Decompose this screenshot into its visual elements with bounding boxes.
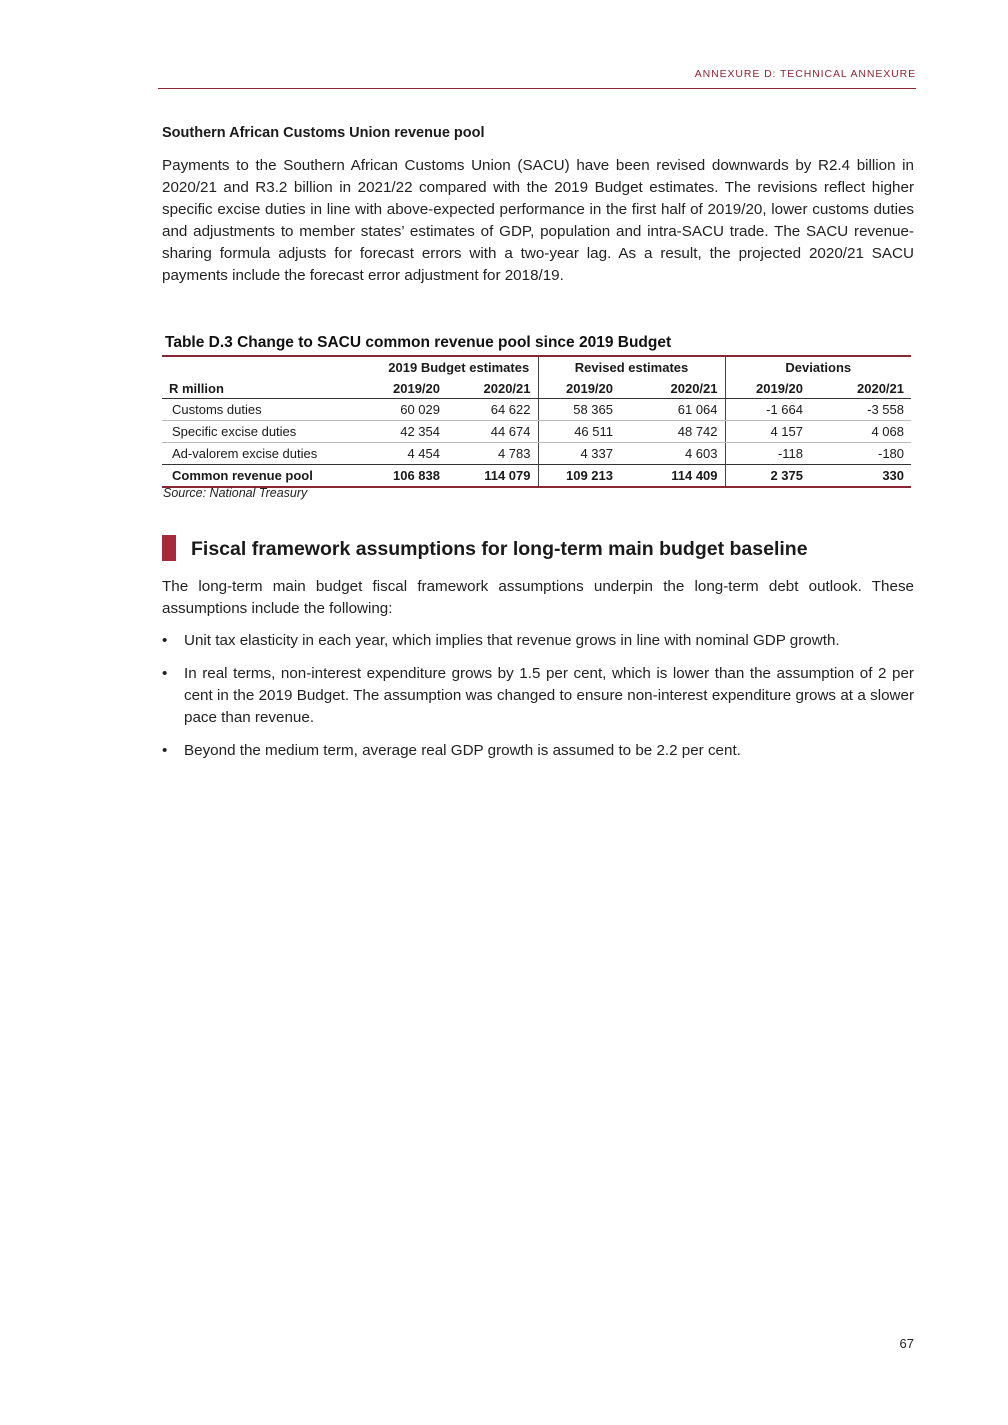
bullet-icon: • — [162, 632, 168, 649]
table-cell: -1 664 — [725, 399, 810, 421]
table-cell: 4 157 — [725, 421, 810, 443]
table-group-header-row — [162, 356, 911, 378]
column-header: 2019/20 — [380, 378, 447, 399]
list-item-text: Beyond the medium term, average real GDP growth is assumed to be 2.2 per cent. — [184, 742, 741, 759]
fiscal-paragraph: The long-term main budget fiscal framework assumptions underpin the long-term debt outlook. These assumptions include the following: — [162, 578, 914, 617]
running-header: ANNEXURE D: TECHNICAL ANNEXURE — [694, 68, 916, 80]
list-item — [162, 630, 914, 652]
table-cell: 61 064 — [620, 399, 725, 421]
sacu-paragraph: Payments to the Southern African Customs Union (SACU) have been revised downwards by R2.4 billion in 2020/21 and R3.2 billion in 2021/22 compared with the 2019 Budget estimates. The revisions reflect higher specific excise duties in line with above-expected performance in the first half of 2019/20, lower customs duties and adjustments to member states’ estimates of GDP, population and intra-SACU trade. The SACU revenue-sharing formula adjusts for forecast errors with a two-year lag. As a result, the projected 2020/21 SACU payments include the forecast error adjustment for 2018/19. — [162, 157, 914, 284]
table-cell: 4 068 — [810, 421, 911, 443]
list-item — [162, 663, 914, 729]
page-number: 67 — [899, 1336, 914, 1351]
table-cell: -118 — [777, 446, 804, 461]
table-title: Table D.3 Change to SACU common revenue pool since 2019 Budget — [165, 334, 672, 351]
total-cell: 106 838 — [380, 465, 447, 488]
section-heading-sacu: Southern African Customs Union revenue pool — [162, 125, 485, 141]
group-header-budget: 2019 Budget estimates — [380, 356, 538, 378]
section-heading-fiscal: Fiscal framework assumptions for long-term main budget baseline — [191, 538, 808, 560]
bullet-icon: • — [162, 742, 168, 759]
row-label: Specific excise duties — [162, 421, 380, 443]
table-cell: 42 354 — [380, 421, 447, 443]
total-label: Common revenue pool — [162, 465, 380, 488]
header-rule — [158, 88, 916, 89]
list-item-text: In real terms, non-interest expenditure grows by 1.5 per cent, which is lower than the assumption of 2 per cent in the 2019 Budget. The assumption was changed to ensure non-interest expenditure grows at a slower pace than revenue. — [184, 665, 914, 726]
table-cell: 4 337 — [580, 446, 613, 461]
table-cell: 46 511 — [538, 421, 620, 443]
column-header: 2020/21 — [447, 378, 538, 399]
table-cell: -3 558 — [810, 399, 911, 421]
table-column-header-row — [162, 378, 911, 399]
column-header: 2019/20 — [725, 378, 810, 399]
table-cell: 64 622 — [447, 399, 538, 421]
table-cell: 60 029 — [380, 399, 447, 421]
column-header: 2020/21 — [620, 378, 725, 399]
row-label: Customs duties — [162, 399, 380, 421]
list-item — [162, 740, 914, 762]
table-row — [162, 399, 911, 421]
table-cell: 44 674 — [447, 421, 538, 443]
group-header-deviations: Deviations — [725, 356, 911, 378]
table-row — [162, 443, 911, 465]
table-cell: 48 742 — [620, 421, 725, 443]
sacu-table-container — [162, 355, 911, 488]
group-header-revised: Revised estimates — [538, 356, 725, 378]
table-source-note: Source: National Treasury — [163, 486, 308, 500]
unit-label: R million — [162, 378, 380, 399]
table-cell: 4 783 — [447, 443, 538, 465]
assumptions-list — [162, 630, 914, 773]
column-header: 2019/20 — [538, 378, 620, 399]
table-cell: 4 603 — [620, 443, 725, 465]
total-cell: 330 — [810, 465, 911, 488]
total-cell: 2 375 — [725, 465, 810, 488]
table-cell: -180 — [877, 446, 905, 461]
total-cell: 114 079 — [447, 465, 538, 488]
row-label: Ad-valorem excise duties — [172, 446, 318, 461]
table-cell: 58 365 — [538, 399, 620, 421]
bullet-icon: • — [162, 665, 168, 682]
table-total-row — [162, 465, 911, 488]
table-cell: 4 454 — [407, 446, 440, 461]
section-marker — [162, 535, 176, 561]
table-row — [162, 421, 911, 443]
list-item-text: Unit tax elasticity in each year, which implies that revenue grows in line with nominal GDP growth. — [184, 632, 840, 649]
column-header: 2020/21 — [810, 378, 911, 399]
total-cell: 114 409 — [620, 465, 725, 488]
total-cell: 109 213 — [538, 465, 620, 488]
table-corner-cell — [162, 356, 380, 378]
sacu-table — [162, 355, 911, 488]
